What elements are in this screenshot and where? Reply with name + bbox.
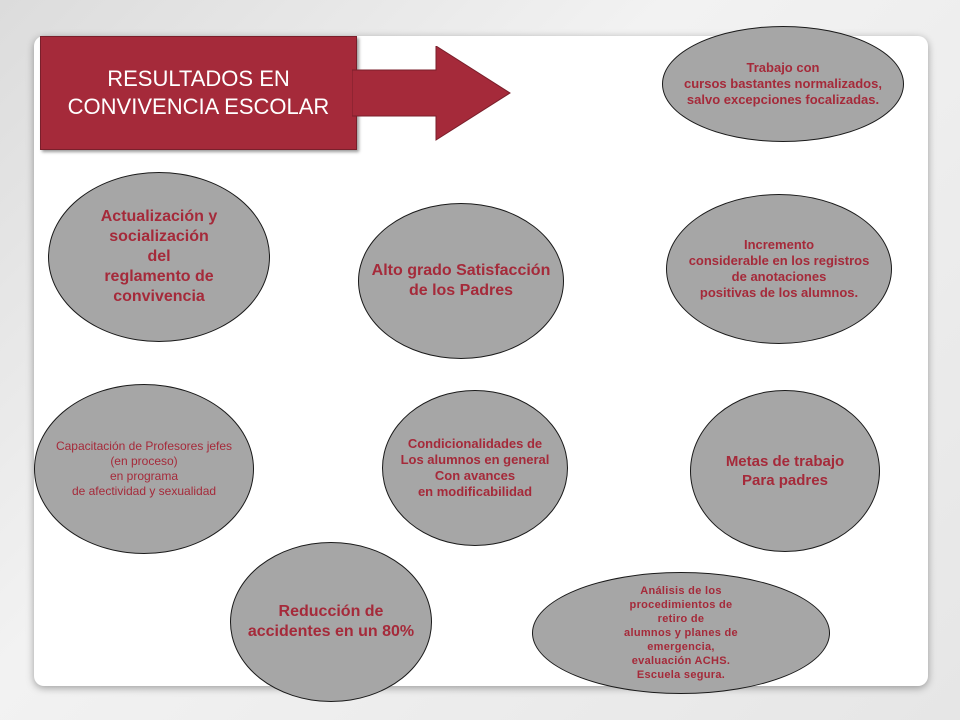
node-text: positivas de los alumnos. <box>699 285 859 300</box>
node-trabajo <box>662 26 904 142</box>
node-text: convivencia <box>113 288 205 305</box>
title-line: CONVIVENCIA ESCOLAR <box>67 94 330 119</box>
node-text: emergencia, <box>647 641 715 653</box>
node-text: considerable en los registros <box>688 253 870 268</box>
node-text: procedimientos de <box>629 599 733 611</box>
node-text: en programa <box>109 469 179 483</box>
right-arrow-icon <box>352 46 514 142</box>
node-satisfaccion <box>358 203 564 359</box>
node-text: en modificabilidad <box>417 484 533 499</box>
node-metas <box>690 390 880 552</box>
node-text: Incremento <box>743 237 815 252</box>
node-text: Trabajo con <box>746 60 820 75</box>
node-text: Análisis de los <box>640 585 722 597</box>
node-text: Alto grado Satisfacción <box>371 262 551 279</box>
node-text: Escuela segura. <box>636 669 726 681</box>
node-text: salvo excepciones focalizadas. <box>686 92 880 107</box>
node-text: evaluación ACHS. <box>631 655 731 667</box>
node-text: Condicionalidades de <box>407 436 543 451</box>
node-incremento <box>666 194 892 344</box>
node-text: Los alumnos en general <box>400 452 550 467</box>
title-line: RESULTADOS EN <box>107 66 290 91</box>
node-text: Capacitación de Profesores jefes <box>55 439 233 453</box>
node-text: Con avances <box>434 468 516 483</box>
node-text: alumnos y planes de <box>624 627 738 639</box>
node-text: del <box>147 248 171 265</box>
node-text: Metas de trabajo <box>725 453 845 470</box>
node-text: (en proceso) <box>110 454 178 468</box>
node-text: Para padres <box>742 472 828 489</box>
node-text: reglamento de <box>104 268 214 285</box>
node-text: cursos bastantes normalizados, <box>684 76 882 91</box>
node-text: Reducción de <box>278 603 384 620</box>
node-reduccion <box>230 542 432 702</box>
node-text: Actualización y <box>100 208 218 225</box>
node-actualizacion <box>48 172 270 342</box>
node-capacitacion <box>34 384 254 554</box>
node-text: de afectividad y sexualidad <box>71 484 217 498</box>
node-text: de los Padres <box>408 282 514 299</box>
node-text: accidentes en un 80% <box>247 623 415 640</box>
node-condicionalidades <box>382 390 568 546</box>
node-analisis <box>532 572 830 694</box>
node-text: socialización <box>109 228 209 245</box>
node-text: retiro de <box>657 613 705 625</box>
node-text: de anotaciones <box>731 269 827 284</box>
title-box <box>40 36 357 150</box>
